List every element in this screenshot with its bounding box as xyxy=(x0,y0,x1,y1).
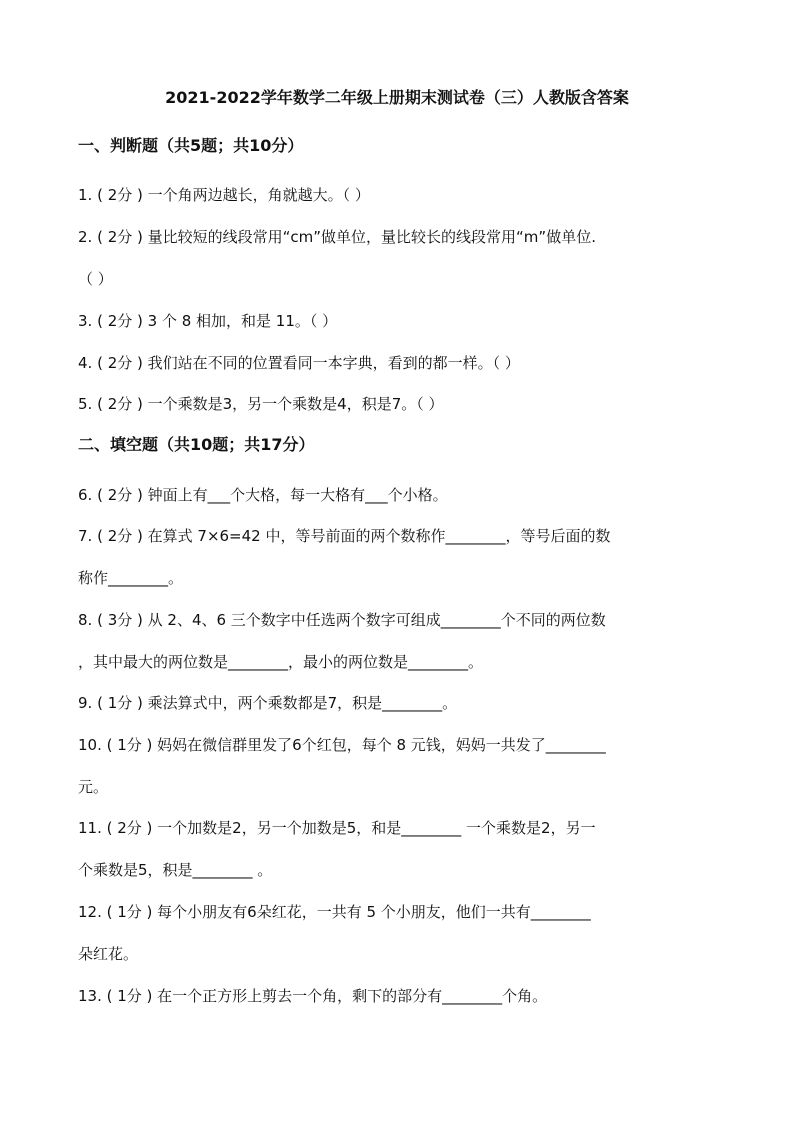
question-1: 1. ( 2分 ) 一个角两边越长，角就越大。（ ） xyxy=(78,186,370,204)
question-10-continued: 元。 xyxy=(78,778,109,796)
question-7-continued: 称作________。 xyxy=(78,569,184,587)
question-10: 10. ( 1分 ) 妈妈在微信群里发了6个红包，每个 8 元钱，妈妈一共发了________ xyxy=(78,736,606,754)
question-3: 3. ( 2分 ) 3 个 8 相加，和是 11。（ ） xyxy=(78,312,338,330)
question-2: 2. ( 2分 ) 量比较短的线段常用“cm”做单位，量比较长的线段常用“m”做单位. xyxy=(78,228,596,246)
question-8: 8. ( 3分 ) 从 2、4、6 三个数字中任选两个数字可组成________个不同的两位数 xyxy=(78,611,606,629)
question-2-continued: （ ） xyxy=(78,270,113,288)
document-title: 2021-2022学年数学二年级上册期末测试卷（三）人教版含答案 xyxy=(165,88,629,107)
question-11: 11. ( 2分 ) 一个加数是2，另一个加数是5，和是________ 一个乘数是2，另一 xyxy=(78,819,596,837)
question-11-continued: 个乘数是5，积是________ 。 xyxy=(78,861,273,879)
question-12-continued: 朵红花。 xyxy=(78,945,139,963)
question-7: 7. ( 2分 ) 在算式 7×6=42 中，等号前面的两个数称作________，等号后面的数 xyxy=(78,527,611,545)
question-6: 6. ( 2分 ) 钟面上有___个大格，每一大格有___个小格。 xyxy=(78,486,448,504)
question-12: 12. ( 1分 ) 每个小朋友有6朵红花，一共有 5 个小朋友，他们一共有________ xyxy=(78,903,591,921)
question-4: 4. ( 2分 ) 我们站在不同的位置看同一本字典，看到的都一样。（ ） xyxy=(78,354,520,372)
question-5: 5. ( 2分 ) 一个乘数是3，另一个乘数是4，积是7。（ ） xyxy=(78,395,444,413)
section-title-judgement: 一、判断题（共5题；共10分） xyxy=(78,136,304,155)
question-8-continued: ，其中最大的两位数是________，最小的两位数是________。 xyxy=(78,653,484,671)
section-title-fill-blank: 二、填空题（共10题；共17分） xyxy=(78,435,315,454)
question-13: 13. ( 1分 ) 在一个正方形上剪去一个角，剩下的部分有________个角。 xyxy=(78,987,548,1005)
question-9: 9. ( 1分 ) 乘法算式中，两个乘数都是7，积是________。 xyxy=(78,694,458,712)
